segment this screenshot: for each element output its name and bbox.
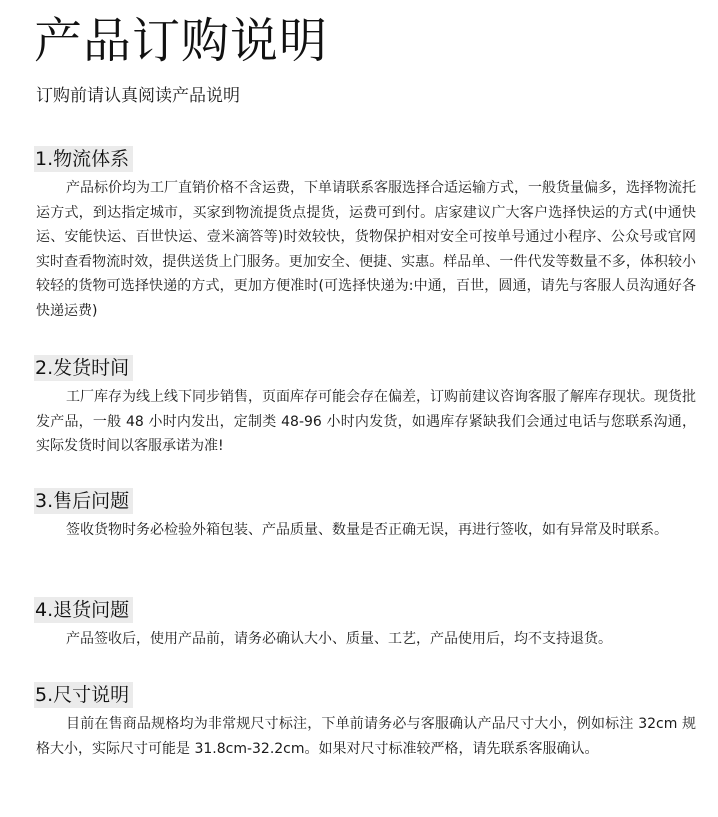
section-size-notes (34, 682, 698, 761)
section-body: 签收货物时务必检验外箱包装、产品质量、数量是否正确无误，再进行签收，如有异常及时联系。 (66, 522, 668, 538)
section-body: 产品标价均为工厂直销价格不含运费，下单请联系客服选择合适运输方式，一般货量偏多，选择物流托运方式，到达指定城市，买家到物流提货点提货，运费可到付。店家建议广大客户选择快运的方式(中通快运、安能快运、百世快运、壹米滴答等)时效较快，货物保护相对安全可按单号通过小程序、公众号或官网实时查看物流时效，提供送货上门服务。更加安全、便捷、实惠。样品单、一件代发等数量不多，体积较小较轻的货物可选择快递的方式，更加方便准时(可选择快递为:中通，百世，圆通，请先与客服人员沟通好各快递运费) (36, 180, 696, 319)
section-shipping-time (34, 355, 698, 459)
section-body: 工厂库存为线上线下同步销售，页面库存可能会存在偏差，订购前建议咨询客服了解库存现状。现货批发产品，一般 48 小时内发出，定制类 48-96 小时内发货，如遇库存紧缺我们会通过电话与您联系沟通，实际发货时间以客服承诺为准! (36, 389, 696, 455)
section-heading: 2.发货时间 (34, 355, 133, 381)
section-body: 目前在售商品规格均为非常规尺寸标注，下单前请务必与客服确认产品尺寸大小，例如标注 32cm 规格大小，实际尺寸可能是 31.8cm-32.2cm。如果对尺寸标准较严格，请先联系客服确认。 (36, 716, 696, 757)
page-title: 产品订购说明 (34, 13, 329, 69)
section-heading: 4.退货问题 (34, 597, 133, 623)
section-heading: 5.尺寸说明 (34, 682, 133, 708)
section-body: 产品签收后，使用产品前，请务必确认大小、质量、工艺，产品使用后，均不支持退货。 (66, 631, 612, 647)
section-returns (34, 597, 698, 652)
section-logistics (34, 146, 698, 324)
section-heading: 1.物流体系 (34, 146, 133, 172)
section-after-sales (34, 488, 698, 543)
section-heading: 3.售后问题 (34, 488, 133, 514)
page-subtitle: 订购前请认真阅读产品说明 (36, 86, 240, 106)
